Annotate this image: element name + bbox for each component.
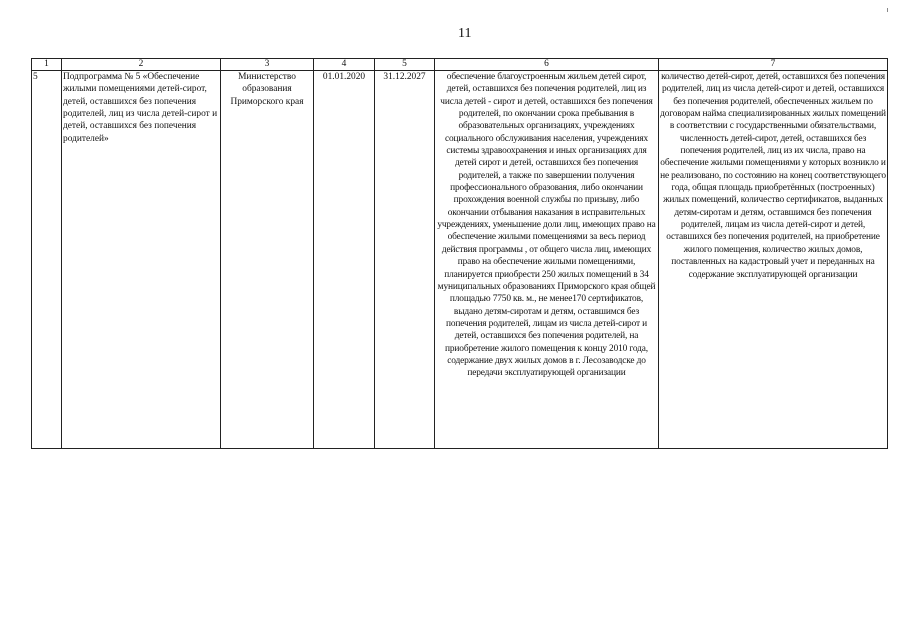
header-col-3: 3: [221, 59, 314, 71]
page-number: 11: [458, 26, 472, 41]
table-header-row: [32, 59, 888, 71]
expected-result-cell: обеспечение благоустроенным жильем детей сирот, детей, оставшихся без попечения родителей, лиц из числа детей - сирот и детей, оставшихся без попечения родителей, по окончании срока пребывания в образовательных организациях, учреждениях социального обслуживания населения, учреждениях системы здравоохранения и иных организациях для детей сирот и детей, оставшихся без попечения родителей, а также по завершении получения профессионального образования, либо окончании прохождения военной службы по призыву, либо окончании отбывания наказания в исправительных учреждениях, уменьшение доли лиц, имеющих право на обеспечение жилыми помещениями за весь период действия программы , от общего числа лиц, имеющих право на обеспечение жилыми помещениями, планируется приобрести 250 жилых помещений в 34 муниципальных образованиях Приморского края общей площадью 7750 кв. м., не менее170 сертификатов, выдано детям-сиротам и детям, оставшимся без попечения родителей, лицам из числа детей-сирот и детей, оставшихся без попечения родителей, на приобретение жилого помещения к концу 2010 года, содержание двух жилых домов в г. Лесозаводске до передачи эксплуатирующей организации: [435, 71, 659, 449]
indicators-cell: количество детей-сирот, детей, оставшихся без попечения родителей, лиц из числа детей-сирот и детей, оставшихся без попечения родителей, обеспеченных жильем по договорам найма специализированных жилых помещений в соответствии с государственными обязательствами, численность детей-сирот, детей, оставшихся без попечения родителей, лиц из их числа, право на обеспечение жилыми помещениями у которых возникло и не реализовано, по состоянию на конец соответствующего года, общая площадь приобретённых (построенных) жилых помещений, количество сертификатов, выданных детям-сиротам и детям, оставшимся без попечения родителей, лицам из числа детей-сирот и детей, оставшихся без попечения родителей, на приобретение жилого помещения, количество жилых домов, поставленных на кадастровый учет и переданных на содержание эксплуатирующей организации: [659, 71, 888, 449]
header-col-4: 4: [314, 59, 375, 71]
start-date-cell: 01.01.2020: [314, 71, 375, 449]
end-date-cell: 31.12.2027: [375, 71, 435, 449]
header-col-7: 7: [659, 59, 888, 71]
header-col-5: 5: [375, 59, 435, 71]
subprogram-name-cell: Подпрограмма № 5 «Обеспечение жилыми помещениями детей-сирот, детей, оставшихся без попечения родителей, лиц из числа детей-сирот и детей, оставшихся без попечения родителей»: [62, 71, 221, 449]
row-number-cell: 5: [32, 71, 62, 449]
header-col-2: 2: [62, 59, 221, 71]
program-table: [31, 58, 888, 449]
header-col-6: 6: [435, 59, 659, 71]
responsible-executor-cell: Министерство образования Приморского края: [221, 71, 314, 449]
table-row: [32, 71, 888, 449]
scan-mark: [887, 8, 888, 12]
header-col-1: 1: [32, 59, 62, 71]
